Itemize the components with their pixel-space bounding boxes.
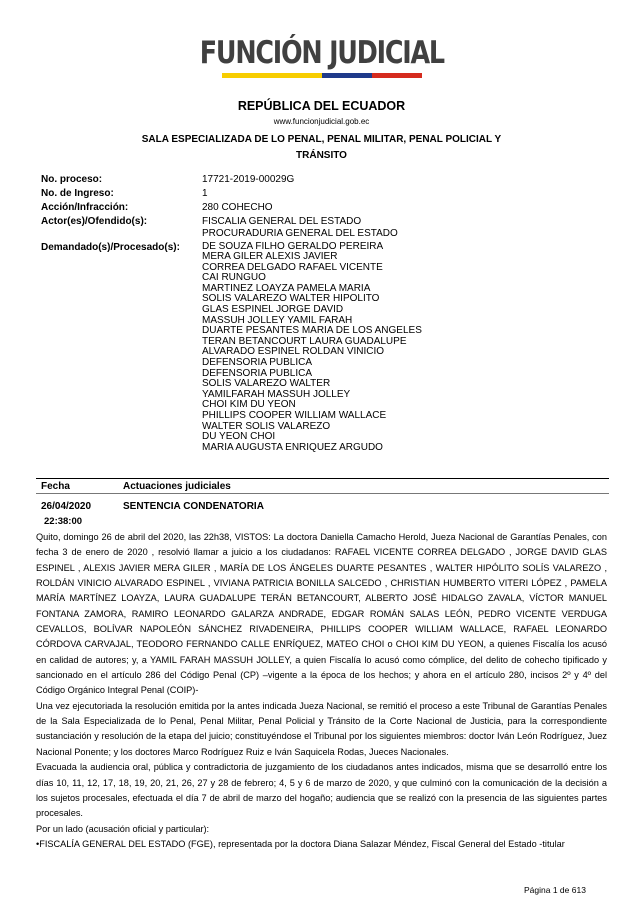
website-link[interactable]: www.funcionjudicial.gob.ec bbox=[273, 117, 370, 126]
sala-title-line1: SALA ESPECIALIZADA DE LO PENAL, PENAL MILITAR, PENAL POLICIAL Y bbox=[141, 134, 502, 145]
flag-blue bbox=[322, 73, 372, 78]
actor-item: PROCURADURIA GENERAL DEL ESTADO bbox=[202, 227, 398, 239]
body-paragraph: •FISCALÍA GENERAL DEL ESTADO (FGE), representada por la doctora Diana Salazar Méndez, Fiscal General del Estado -titular bbox=[36, 838, 565, 849]
case-demandado-row bbox=[41, 242, 422, 454]
flag-red bbox=[372, 73, 422, 78]
defendant-item: SOLIS VALAREZO WALTER bbox=[202, 378, 331, 390]
demandado-label: Demandado(s)/Procesado(s): bbox=[41, 241, 180, 253]
defendant-item: DUARTE PESANTES MARIA DE LOS ANGELES bbox=[202, 325, 422, 337]
defendant-item: ALVARADO ESPINEL ROLDAN VINICIO bbox=[202, 346, 385, 358]
case-accion-row bbox=[41, 202, 422, 214]
ingreso-value: 1 bbox=[202, 188, 208, 199]
entry-time: 22:38:00 bbox=[44, 516, 83, 527]
defendant-item: SOLIS VALAREZO WALTER HIPOLITO bbox=[202, 293, 380, 305]
defendant-item: MARTINEZ LOAYZA PAMELA MARIA bbox=[202, 282, 371, 294]
proceso-value: 17721-2019-00029G bbox=[202, 174, 295, 185]
case-proceso-row bbox=[41, 174, 422, 186]
table-header-rule bbox=[36, 493, 609, 494]
body-paragraph: Quito, domingo 26 de abril del 2020, las 22h38, VISTOS: La doctora Daniella Camacho Herold, Jueza Nacional de Garantías Penales, con fecha 3 de enero de 2020 , resolvió llamar a juicio a los ciudadanos: RAFAEL VICENTE CORREA DELGADO , JORGE DAVID GLAS ESPINEL , ALEXIS JAVIER MERA GILER , MARÍA DE LOS ÁNGELES DUARTE PESANTES , WALTER HIPÓLITO SOLÍS VALAREZO , ROLDÁN VINICIO ALVARADO ESPINEL , VIVIANA PATRICIA BONILLA SALCEDO , CHRISTIAN HUMBERTO VITERI LÓPEZ , PAMELA MARÍA MARTÍNEZ LOAYZA, LAURA GUADALUPE TERÁN BETANCOURT, ALBERTO JOSÉ HIDALGO ZAVALA, VÍCTOR MANUEL FONTANA ZAMORA, RAMIRO LEONARDO GALARZA ANDRADE, EDGAR ROMÁN SALAS LEÓN, PEDRO VICENTE VERDUGA CEVALLOS, BOLÍVAR NAPOLEÓN SÁNCHEZ RIVADENEIRA, PHILLIPS COOPER WILLIAM WALLACE, RAFAEL LEONARDO CÓRDOVA CARVAJAL, TEODORO FERNANDO CALLE ENRÍQUEZ, MATEO CHOI o CHOI KIM DU YEON, a quienes Fiscalía los acusó en calidad de autores; y, a YAMIL FARAH MASSUH JOLLEY, a quien Fiscalía lo acusó como cómplice, del delito de cohecho tipificado y sancionado en el artículo 286 del Código Penal (CP) –vigente a la época de los hechos; y ahora en el artículo 280, incisos 2º y 4º del Código Orgánico Integral Penal (COIP)- bbox=[36, 532, 607, 696]
defendant-item: DEFENSORIA PUBLICA bbox=[202, 367, 313, 379]
defendant-item: DE SOUZA FILHO GERALDO PEREIRA bbox=[202, 240, 384, 252]
defendant-item: DU YEON CHOI bbox=[202, 431, 276, 443]
case-info bbox=[41, 174, 422, 453]
case-ingreso-row bbox=[41, 188, 422, 200]
funcion-judicial-logo bbox=[0, 36, 643, 70]
actor-item: FISCALIA GENERAL DEL ESTADO bbox=[202, 216, 362, 227]
body-paragraph: Una vez ejecutoriada la resolución emitida por la antes indicada Jueza Nacional, se remitió el proceso a este Tribunal de Garantías Penales de la Sala Especializada de lo Penal, Penal Militar, Penal Policial y Tránsito de la Corte Nacional de Justicia, para la correspondiente sustanciación y resolución de la etapa del juicio; constituyéndose el Tribunal por los siguientes miembros: doctor Iván León Rodríguez, Juez Nacional Ponente; y los doctores Marco Rodríguez Ruiz e Iván Saquicela Rodas, Jueces Nacionales. bbox=[36, 700, 607, 757]
defendant-item: YAMILFARAH MASSUH JOLLEY bbox=[202, 388, 351, 400]
page-number: Página 1 de 613 bbox=[524, 885, 586, 895]
defendant-item: GLAS ESPINEL JORGE DAVID bbox=[202, 304, 344, 316]
defendant-item: PHILLIPS COOPER WILLIAM WALLACE bbox=[202, 410, 387, 421]
actor-label: Actor(es)/Ofendido(s): bbox=[41, 216, 148, 227]
body-paragraph: Por un lado (acusación oficial y particular): bbox=[36, 823, 210, 834]
case-actor-row bbox=[41, 216, 422, 239]
flag-stripe bbox=[222, 73, 422, 78]
logo-text: FUNCIÓN JUDICIAL bbox=[199, 35, 444, 71]
sala-title-line2: TRÁNSITO bbox=[296, 150, 347, 161]
defendant-item: TERAN BETANCOURT LAURA GUADALUPE bbox=[202, 335, 407, 347]
column-header-actuaciones: Actuaciones judiciales bbox=[123, 481, 231, 492]
defendant-item: MASSUH JOLLEY YAMIL FARAH bbox=[202, 314, 353, 326]
body-paragraph: Evacuada la audiencia oral, pública y contradictoria de juzgamiento de los ciudadanos antes indicados, misma que se desarrolló entre los días 10, 11, 12, 17, 18, 19, 20, 21, 26, 27 y 28 de febrero; 4, 5 y 6 de marzo de 2020, y que culminó con la comunicación de la decisión a los sujetos procesales, efectuada el día 7 de abril de marzo del hogaño; audiencia que se realizó con la presencia de las siguientes partes procesales. bbox=[36, 762, 607, 819]
proceso-label: No. proceso: bbox=[41, 174, 103, 185]
defendant-item: DEFENSORIA PUBLICA bbox=[202, 357, 313, 369]
entry-title: SENTENCIA CONDENATORIA bbox=[123, 501, 264, 512]
defendant-item: CORREA DELGADO RAFAEL VICENTE bbox=[202, 261, 383, 273]
entry-date: 26/04/2020 bbox=[41, 501, 92, 512]
accion-value: 280 COHECHO bbox=[202, 202, 273, 213]
defendant-item: MARIA AUGUSTA ENRIQUEZ ARGUDO bbox=[202, 441, 383, 453]
defendant-item: MERA GILER ALEXIS JAVIER bbox=[202, 251, 338, 263]
accion-label: Acción/Infracción: bbox=[41, 202, 129, 213]
defendant-item: WALTER SOLIS VALAREZO bbox=[202, 420, 331, 432]
defendant-item: CHOI KIM DU YEON bbox=[202, 399, 296, 411]
defendant-item: CAI RUNGUO bbox=[202, 272, 266, 284]
flag-yellow bbox=[222, 73, 322, 78]
column-header-fecha: Fecha bbox=[41, 481, 70, 492]
republic-title: REPÚBLICA DEL ECUADOR bbox=[237, 99, 406, 113]
actor-list bbox=[202, 216, 398, 239]
defendant-list bbox=[202, 242, 422, 454]
sala-title bbox=[0, 132, 643, 164]
ingreso-label: No. de Ingreso: bbox=[41, 188, 114, 199]
entry-body bbox=[36, 530, 607, 852]
table-top-rule bbox=[36, 478, 609, 479]
